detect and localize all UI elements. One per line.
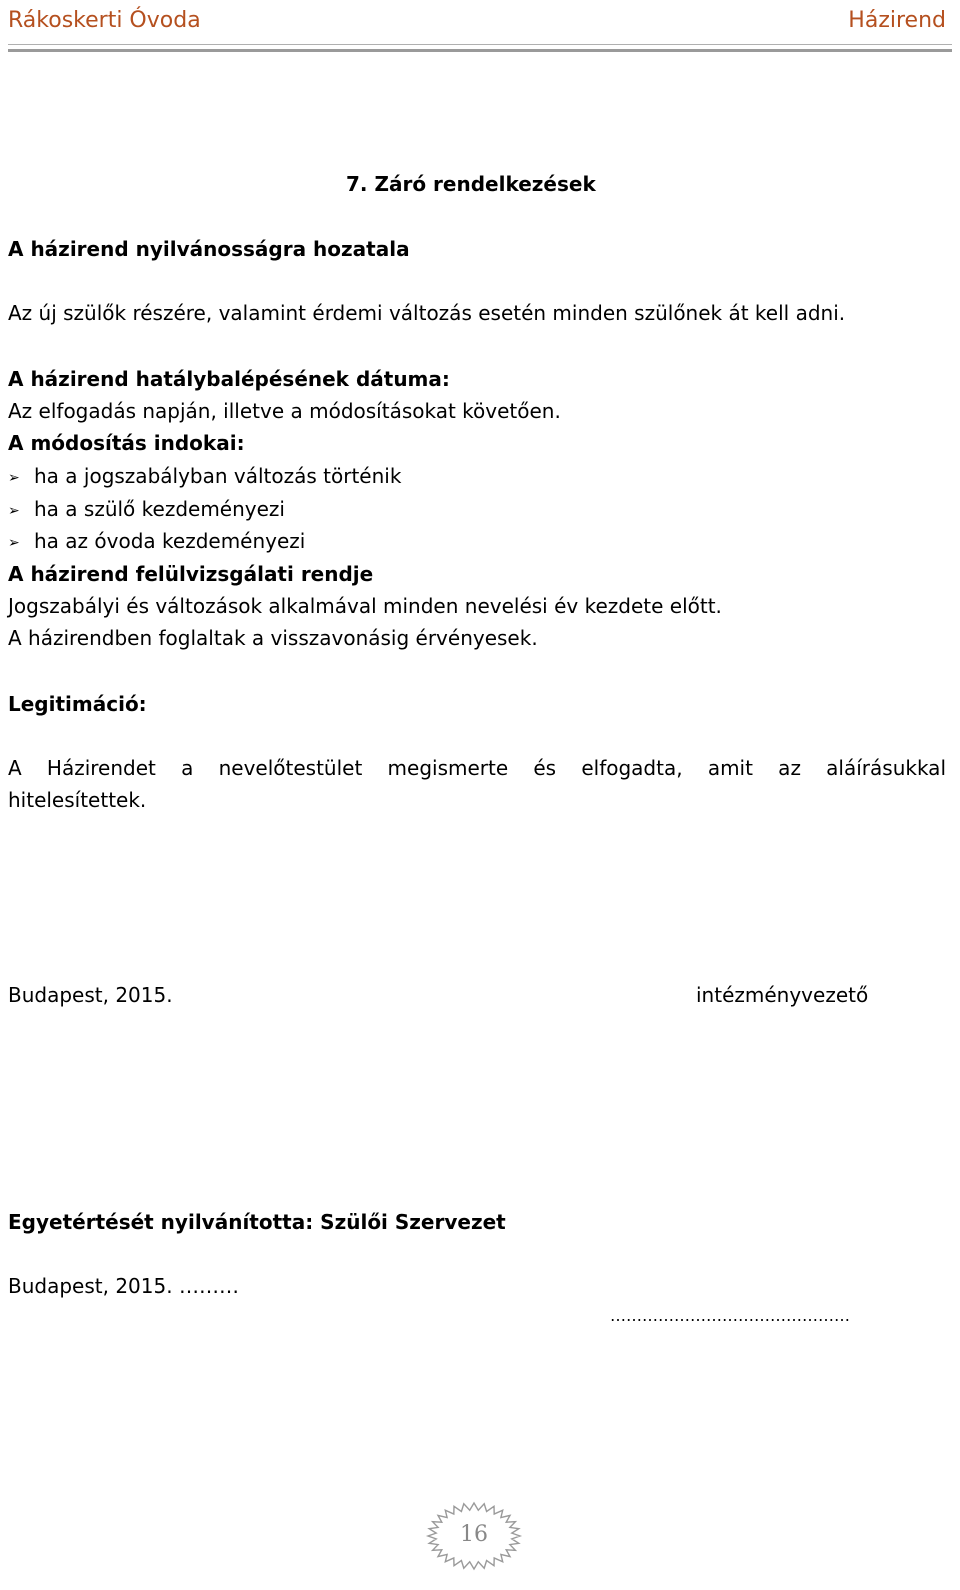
review-heading: A házirend felülvizsgálati rendje (8, 562, 374, 586)
agreement-signature-line: ……………………………………… (610, 1306, 850, 1325)
effective-heading: A házirend hatálybalépésének dátuma: (8, 367, 450, 391)
list-item-label: ha a szülő kezdeményezi (34, 497, 285, 521)
modification-heading: A módosítás indokai: (8, 431, 245, 455)
list-item-label: ha az óvoda kezdeményezi (34, 529, 306, 553)
arrowhead-bullet-icon: ➢ (8, 534, 20, 551)
signature-role: intézményvezető (696, 983, 869, 1007)
agreement-place-date: Budapest, 2015. ……… (8, 1274, 239, 1298)
header-rule-thin (8, 44, 952, 45)
effective-text: Az elfogadás napján, illetve a módosításokat követően. (8, 399, 561, 423)
arrowhead-bullet-icon: ➢ (8, 502, 20, 519)
page-number-badge (424, 1500, 524, 1572)
header-school-name: Rákoskerti Óvoda (8, 8, 201, 33)
section-title: 7. Záró rendelkezések (346, 172, 596, 196)
agreement-heading: Egyetértését nyilvánította: Szülői Szervezet (8, 1210, 506, 1234)
header-rule-thick (8, 49, 952, 52)
list-item (8, 463, 401, 491)
legitimation-line-2: hitelesítettek. (8, 788, 147, 812)
review-text-2: A házirendben foglaltak a visszavonásig érvényesek. (8, 626, 538, 650)
arrowhead-bullet-icon: ➢ (8, 469, 20, 486)
page-number: 16 (460, 1522, 488, 1547)
signature-place-date: Budapest, 2015. (8, 983, 173, 1007)
list-item (8, 528, 305, 556)
list-item-label: ha a jogszabályban változás történik (34, 464, 402, 488)
publicity-heading: A házirend nyilvánosságra hozatala (8, 237, 410, 261)
legitimation-heading: Legitimáció: (8, 692, 147, 716)
legitimation-paragraph (8, 752, 946, 816)
publicity-text: Az új szülők részére, valamint érdemi változás esetén minden szülőnek át kell adni. (8, 301, 846, 325)
review-text-1: Jogszabályi és változások alkalmával minden nevelési év kezdete előtt. (8, 594, 722, 618)
legitimation-line-1: A Házirendet a nevelőtestület megismerte és elfogadta, amit az aláírásukkal (8, 756, 946, 780)
list-item (8, 496, 285, 524)
header-document-title: Házirend (848, 8, 946, 33)
